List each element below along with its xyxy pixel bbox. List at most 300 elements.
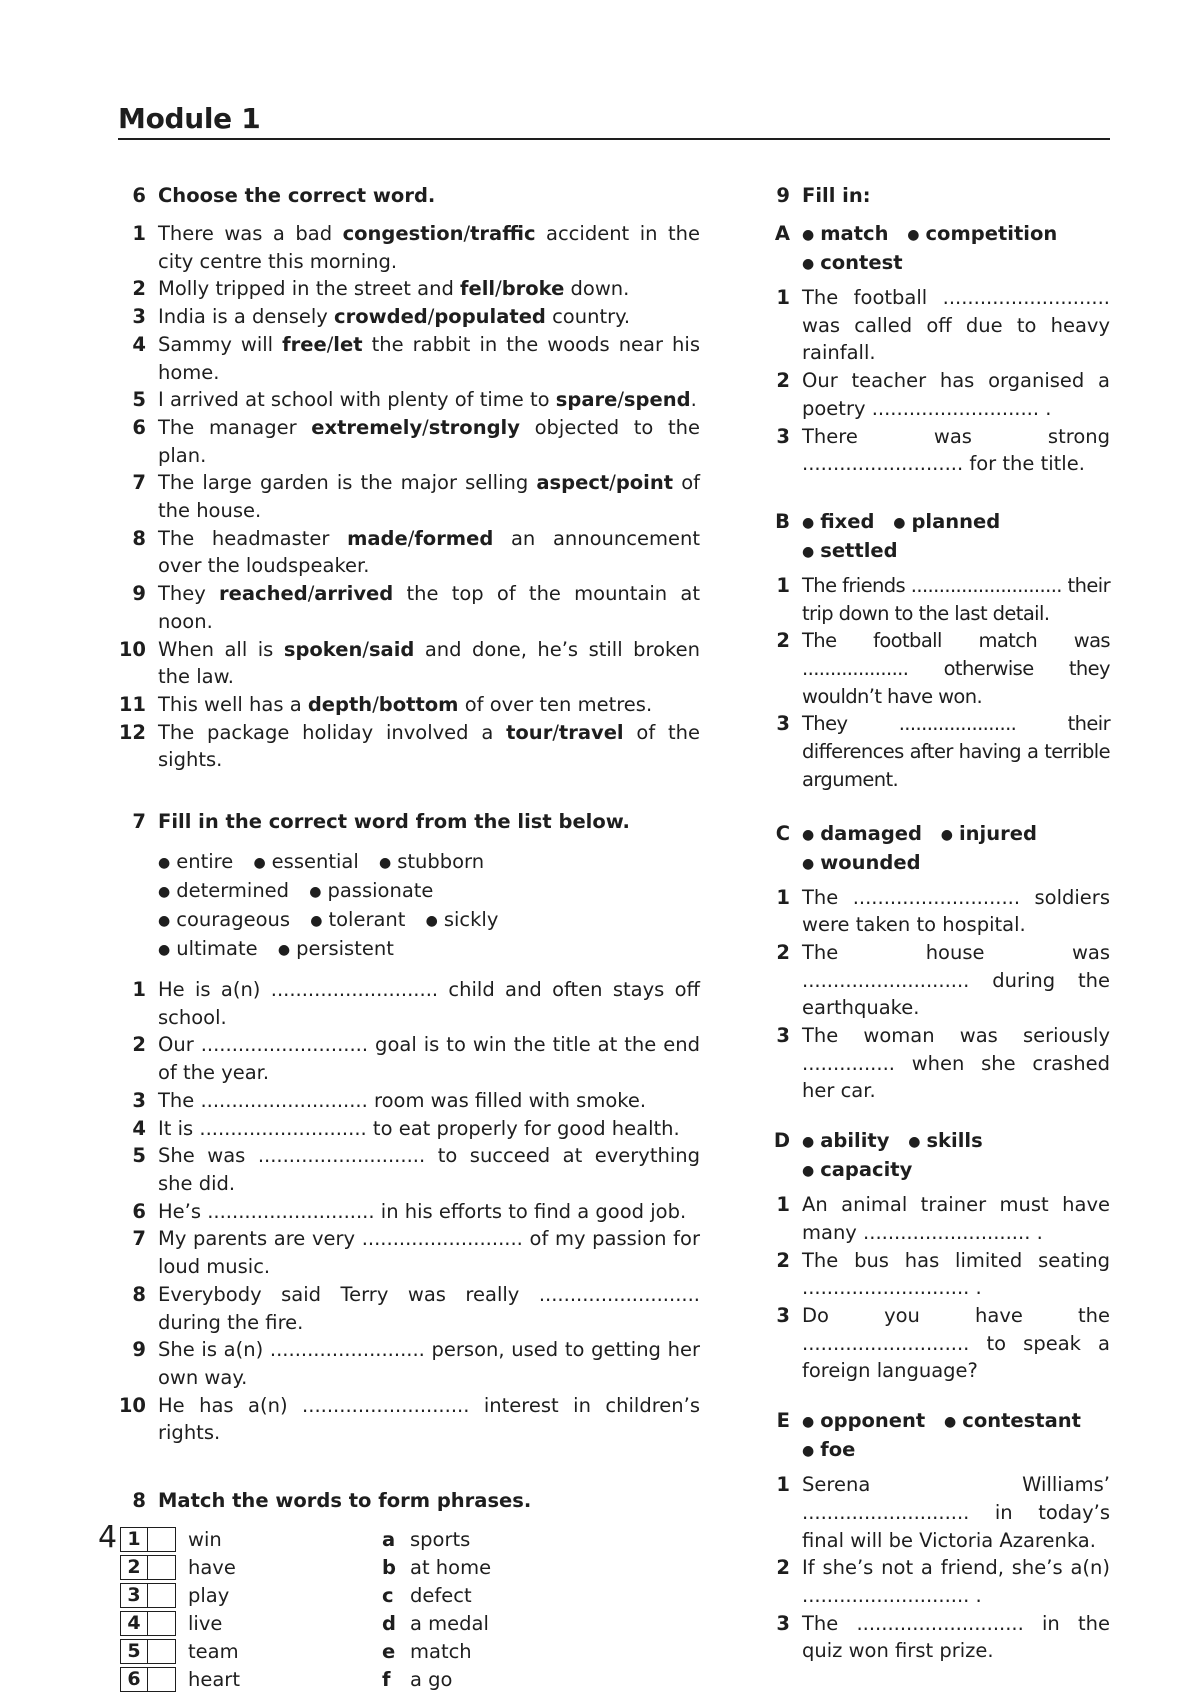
word-text: courageous [176,908,291,932]
left-column [118,182,700,1693]
item-number: 3 [132,305,146,329]
item-sentence: The manager extremely/strongly objected to the plan. [158,415,701,467]
word-option [941,820,1037,849]
item-sentence: The headmaster made/formed an announcement over the loudspeaker. [158,526,700,578]
option-a[interactable]: congestion [342,222,464,245]
item-number: 10 [118,637,146,661]
exercise-9-section [762,508,1110,794]
option-a[interactable]: fell [460,277,496,301]
item-sentence: Molly tripped in the street and fell/broke down. [158,277,630,301]
list-item [762,710,1110,793]
answer-box [120,1555,176,1580]
sentence-start: The manager [158,415,312,439]
exercise-number: 7 [132,810,146,834]
matching-row [120,1525,700,1553]
bullet-icon: ● [802,826,815,843]
exercise-7-items [118,976,700,1447]
option-b[interactable]: formed [414,526,494,550]
option-b[interactable]: arrived [314,582,394,606]
list-item [118,719,700,774]
item-sentence: The package holiday involved a tour/travel of the sights. [158,720,700,772]
list-item [762,1554,1110,1609]
word-option [944,1407,1081,1436]
item-number: 4 [132,1116,146,1140]
list-item [118,1142,700,1197]
item-number: 9 [132,582,146,606]
gap-fill-sentence[interactable]: There was strong .......................... for the title. [802,424,1110,476]
match-word: team [188,1639,239,1663]
word-text: ability [820,1129,890,1153]
list-item [118,580,700,635]
matching-row [120,1665,700,1693]
section-word-list [802,1127,1110,1185]
option-a[interactable]: crowded [334,305,428,329]
matching-row [120,1553,700,1581]
item-number: 3 [132,1088,146,1112]
gap-fill-sentence[interactable]: He has a(n) ........................... interest in children’s rights. [158,1393,700,1445]
section-letter: A [774,222,790,245]
bullet-icon: ● [802,1414,815,1431]
sentence-start: There was a bad [158,222,343,245]
sentence-start: The headmaster [158,526,348,550]
word-text: injured [958,821,1037,845]
list-item [118,414,700,469]
item-number: 6 [132,415,146,439]
word-text: essential [271,850,359,874]
word-option [379,848,484,877]
option-a[interactable]: aspect [536,471,610,495]
list-item [118,220,700,275]
list-item [762,1191,1110,1246]
word-option [802,820,922,849]
word-option [802,508,874,537]
bullet-icon: ● [158,942,171,959]
sentence-start: When all is [158,637,284,661]
gap-fill-sentence[interactable]: My parents are very .......................... of my passion for loud music. [158,1227,700,1279]
answer-slot[interactable] [148,1528,175,1551]
word-text: fixed [820,509,875,533]
list-item [762,939,1110,1022]
page-number: 4 [98,1520,118,1555]
section-word-list [802,820,1110,878]
sentence-end: the top of the mountain at noon. [158,582,700,633]
bullet-icon: ● [802,227,815,243]
list-item [118,525,700,580]
section-letter: E [776,1409,790,1433]
exercise-heading [762,182,1110,210]
matching-grid [120,1525,700,1693]
item-sentence: There was a bad congestion/traffic accident in the city centre this morning. [158,222,700,273]
bullet-icon: ● [802,1163,815,1180]
list-item [762,1302,1110,1385]
gap-fill-sentence[interactable]: Everybody said Terry was really .......................... during the fire. [158,1282,700,1334]
bullet-icon: ● [802,543,815,560]
gap-fill-sentence[interactable]: Do you have the ........................... to speak a foreign language? [802,1303,1110,1383]
word-option [802,1436,855,1465]
gap-fill-sentence[interactable]: He’s ........................... in his efforts to find a good job. [158,1199,687,1223]
exercise-9-section [762,1407,1110,1665]
item-sentence: I arrived at school with plenty of time to spare/spend. [158,388,697,412]
item-number: 6 [132,1199,146,1223]
list-item [118,1031,700,1086]
section-items [762,884,1110,1106]
item-number: 2 [776,940,790,964]
section-heading [762,1127,1110,1185]
sentence-end: and done, he’s still broken the law. [158,637,700,689]
bullet-icon: ● [309,884,322,901]
word-text: planned [911,509,1001,533]
page-title: Module 1 [118,102,261,135]
match-word: heart [188,1667,240,1691]
option-a[interactable]: tour [506,720,553,744]
section-items [762,284,1110,478]
list-item [762,367,1110,422]
right-column [762,182,1110,1665]
gap-fill-sentence[interactable]: An animal trainer must have many ........................... . [802,1193,1110,1244]
word-option [802,249,903,278]
section-letter: C [775,821,790,845]
sentence-end: . [690,388,697,412]
option-b[interactable]: said [368,637,415,661]
section-heading [762,820,1110,878]
exercise-number: 6 [132,184,146,207]
word-text: wounded [820,850,921,874]
option-a[interactable]: depth [307,692,373,716]
answer-slot[interactable] [148,1640,175,1663]
row-number: 3 [121,1584,148,1607]
gap-fill-sentence[interactable]: The ........................... in the quiz won first prize. [802,1611,1110,1663]
word-option [158,877,289,906]
item-number: 1 [132,978,146,1002]
gap-fill-sentence[interactable]: If she’s not a friend, she’s a(n) ........................... . [802,1556,1110,1607]
match-letter: d [382,1611,396,1635]
answer-box [120,1583,176,1608]
word-text: contest [820,251,903,274]
exercise-heading [118,182,700,210]
item-number: 10 [118,1393,146,1417]
answer-slot[interactable] [148,1556,175,1579]
option-b[interactable]: let [333,332,363,356]
item-sentence: India is a densely crowded/populated country. [158,305,631,329]
page-header [118,102,1110,140]
list-item [118,1392,700,1447]
word-option [908,1127,982,1156]
sentence-end: of the house. [158,471,700,523]
bullet-icon: ● [310,913,323,930]
bullet-icon: ● [802,1443,815,1460]
gap-fill-sentence[interactable]: The ........................... room was filled with smoke. [158,1088,647,1112]
gap-fill-sentence[interactable]: The football match was ................... otherwise they wouldn’t have won. [802,629,1110,708]
exercise-9-section [762,220,1110,478]
match-letter: b [382,1555,396,1579]
section-word-list [802,1407,1110,1465]
item-number: 2 [776,629,790,653]
row-number: 6 [121,1668,148,1691]
word-text: damaged [820,821,922,845]
exercise-heading [118,1487,700,1515]
list-item [762,572,1110,627]
list-item [118,303,700,331]
gap-fill-sentence[interactable]: She is a(n) ......................... person, used to getting her own way. [158,1338,700,1389]
item-number: 2 [776,1248,790,1272]
word-option [253,848,358,877]
exercise-instruction: Match the words to form phrases. [158,1489,532,1513]
exercise-9 [762,182,1110,1665]
section-letter: D [773,1129,790,1153]
bullet-icon: ● [944,1414,957,1431]
option-a[interactable]: reached [219,582,308,606]
option-b[interactable]: strongly [428,415,520,439]
option-b[interactable]: broke [501,277,565,301]
exercise-9-sections [762,220,1110,1665]
word-text: skills [926,1129,983,1153]
exercise-6-items [118,220,700,774]
item-number: 7 [132,471,146,495]
option-b[interactable]: bottom [378,692,459,716]
word-text: tolerant [328,908,406,932]
gap-fill-sentence[interactable]: It is ........................... to eat properly for good health. [158,1116,680,1140]
exercise-9-section [762,820,1110,1106]
option-b[interactable]: point [615,471,674,495]
word-text: contestant [962,1409,1081,1433]
section-word-list [802,220,1110,278]
list-item [118,1087,700,1115]
section-letter: B [775,509,790,533]
bullet-icon: ● [802,256,815,272]
list-item [118,469,700,524]
option-b[interactable]: travel [558,720,624,744]
word-list [118,848,588,964]
answer-box [120,1527,176,1552]
bullet-icon: ● [425,913,438,930]
option-b[interactable]: spend [623,388,691,412]
match-word: play [188,1583,230,1607]
sentence-start: This well has a [158,692,308,716]
bullet-icon: ● [277,942,291,959]
list-item [118,1336,700,1391]
answer-box [120,1639,176,1664]
sentence-end: of the sights. [158,720,700,772]
item-number: 1 [776,286,790,309]
item-number: 2 [776,1556,790,1580]
sentence-end: the rabbit in the woods near his home. [158,332,700,384]
section-items [762,572,1110,794]
row-number: 1 [121,1528,148,1551]
item-number: 4 [132,332,146,356]
answer-slot[interactable] [148,1584,175,1607]
list-item [762,884,1110,939]
item-number: 1 [776,1473,790,1497]
option-b[interactable]: traffic [470,222,536,245]
gap-fill-sentence[interactable]: The football ........................... was called off due to heavy rainfall. [802,286,1110,365]
bullet-icon: ● [253,855,266,872]
gap-fill-sentence[interactable]: The house was ........................... during the earthquake. [802,940,1110,1020]
word-text: foe [820,1438,856,1462]
gap-fill-sentence[interactable]: She was ........................... to succeed at everything she did. [158,1144,700,1195]
item-number: 3 [776,1611,790,1635]
list-item [762,1610,1110,1665]
list-item [118,275,700,303]
row-number: 5 [121,1640,148,1663]
item-number: 5 [132,388,146,412]
list-item [118,1225,700,1280]
item-number: 2 [776,369,790,393]
item-number: 3 [776,1024,790,1048]
item-number: 11 [118,692,146,716]
word-option [802,220,888,249]
gap-fill-sentence[interactable]: The woman was seriously ............... when she crashed her car. [802,1024,1110,1103]
section-heading [762,1407,1110,1465]
option-b[interactable]: populated [434,305,546,329]
section-items [762,1471,1110,1665]
word-option [802,537,898,566]
list-item [762,1247,1110,1302]
word-text: stubborn [397,850,485,874]
item-number: 2 [132,1033,146,1057]
word-option [893,508,1000,537]
item-number: 8 [132,1282,146,1306]
matching-row [120,1581,700,1609]
sentence-start: The package holiday involved a [158,720,507,744]
word-option [310,906,405,935]
bullet-icon: ● [158,913,171,930]
sentence-end: an announcement over the loudspeaker. [158,526,700,578]
match-letter: f [382,1667,391,1691]
sentence-start: They [158,582,220,606]
exercise-instruction: Choose the correct word. [158,184,436,207]
exercise-instruction: Fill in: [802,184,871,207]
answer-slot[interactable] [148,1612,175,1635]
bullet-icon: ● [158,855,171,872]
item-number: 3 [776,712,790,736]
list-item [762,284,1110,367]
match-phrase: sports [410,1527,471,1551]
bullet-icon: ● [907,227,920,243]
item-number: 2 [132,277,146,301]
gap-fill-sentence[interactable]: Our ........................... goal is to win the title at the end of the year. [158,1033,700,1085]
item-number: 3 [776,424,790,448]
bullet-icon: ● [802,1134,815,1151]
gap-fill-sentence[interactable]: He is a(n) ........................... child and often stays off school. [158,978,700,1029]
section-heading [762,508,1110,566]
list-item [118,331,700,386]
match-phrase: at home [410,1555,492,1579]
gap-fill-sentence[interactable]: They ..................... their differences after having a terrible argument. [802,712,1110,791]
match-word: have [188,1555,236,1579]
sentence-start: I arrived at school with plenty of time to [158,388,556,412]
bullet-icon: ● [940,826,953,843]
list-item [118,1115,700,1143]
word-option [158,848,233,877]
matching-row [120,1609,700,1637]
word-option [158,906,290,935]
item-number: 8 [132,526,146,550]
match-letter: a [382,1527,396,1551]
word-option [802,1127,889,1156]
gap-fill-sentence[interactable]: The bus has limited seating ........................... . [802,1248,1110,1300]
item-number: 7 [132,1227,146,1251]
section-items [762,1191,1110,1385]
match-word: win [188,1527,222,1551]
item-number: 12 [118,720,146,744]
list-item [762,1022,1110,1105]
sentence-end: accident in the city centre this morning. [158,222,700,273]
word-text: match [820,222,889,245]
item-sentence: They reached/arrived the top of the mountain at noon. [158,582,700,633]
word-option [309,877,433,906]
exercise-8 [118,1487,700,1693]
option-a[interactable]: spoken [283,637,363,661]
gap-fill-sentence[interactable]: The ........................... soldiers were taken to hospital. [802,885,1110,937]
match-letter: c [382,1583,394,1607]
list-item [118,1198,700,1226]
bullet-icon: ● [802,855,815,872]
list-item [118,636,700,691]
item-number: 5 [132,1144,146,1168]
exercise-6 [118,182,700,774]
match-phrase: a go [410,1667,453,1691]
item-number: 1 [132,222,146,245]
bullet-icon: ● [378,855,392,872]
sentence-end: down. [564,277,630,301]
item-number: 3 [776,1303,790,1327]
answer-slot[interactable] [148,1668,175,1691]
list-item [118,976,700,1031]
word-option [802,849,921,878]
gap-fill-sentence[interactable]: Our teacher has organised a poetry ........................... . [802,369,1110,420]
option-a[interactable]: spare [555,388,618,412]
match-phrase: defect [410,1583,472,1607]
word-text: persistent [296,937,394,961]
word-option [802,1156,912,1185]
sentence-end: of over ten metres. [458,692,653,716]
word-option [278,935,394,964]
bullet-icon: ● [158,884,171,901]
exercise-instruction: Fill in the correct word from the list below. [158,810,630,834]
word-text: passionate [327,879,434,903]
list-item [762,423,1110,478]
sentence-start: Molly tripped in the street and [158,277,461,301]
item-number: 1 [776,885,790,909]
option-a[interactable]: free [282,332,327,356]
list-item [118,386,700,414]
gap-fill-sentence[interactable]: Serena Williams’ ........................... in today’s final will be Victoria Azarenka. [802,1473,1110,1552]
item-number: 1 [776,1193,790,1217]
sentence-end: objected to the plan. [158,415,701,467]
section-heading [762,220,1110,278]
exercise-heading [118,808,700,836]
word-option [802,1407,925,1436]
section-word-list [802,508,1110,566]
bullet-icon: ● [893,514,906,531]
sentence-start: The large garden is the major selling [158,471,537,495]
word-option [426,906,499,935]
word-text: determined [176,879,290,903]
item-sentence: When all is spoken/said and done, he’s still broken the law. [158,637,700,689]
option-a[interactable]: made [347,526,408,550]
bullet-icon: ● [908,1134,921,1151]
exercise-9-section [762,1127,1110,1385]
exercise-number: 9 [776,184,790,207]
option-a[interactable]: extremely [311,415,423,439]
sentence-end: country. [545,305,631,329]
exercise-number: 8 [132,1489,146,1513]
bullet-icon: ● [802,514,815,531]
list-item [762,627,1110,710]
gap-fill-sentence[interactable]: The friends ........................... their trip down to the last detail. [802,573,1110,625]
item-sentence: Sammy will free/let the rabbit in the woods near his home. [158,332,700,384]
answer-box [120,1611,176,1636]
